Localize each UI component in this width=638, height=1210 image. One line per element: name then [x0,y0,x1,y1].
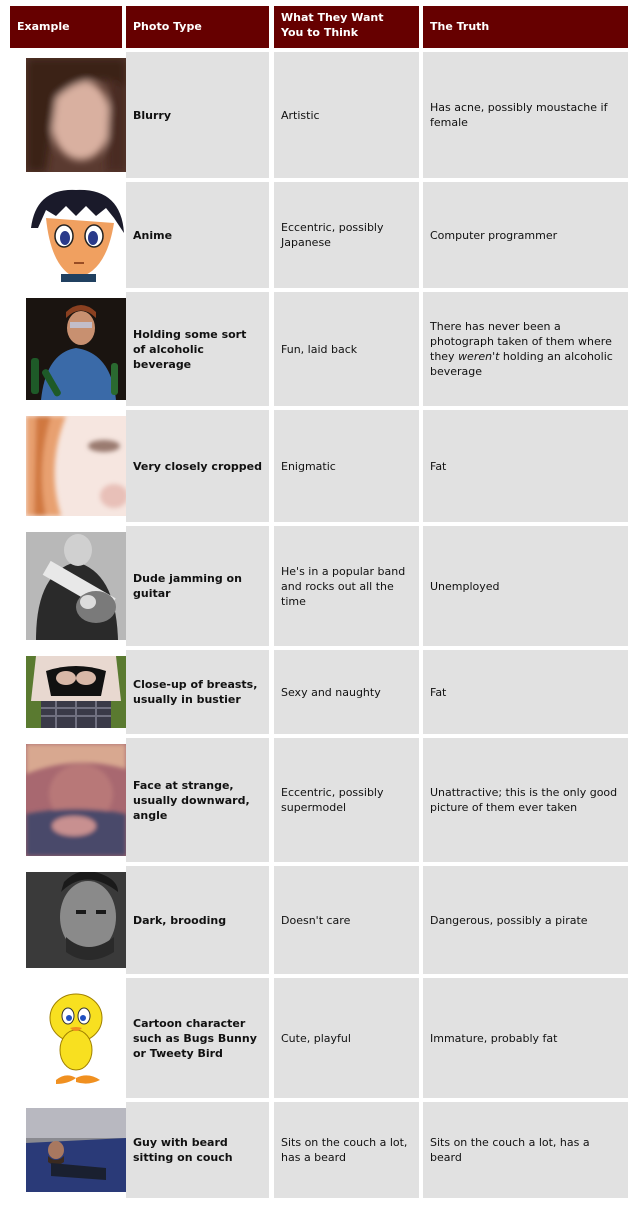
want-cell: Doesn't care [274,866,419,974]
want-cell: He's in a popular band and rocks out all the time [274,526,419,646]
table-row [0,410,638,522]
photo-type-cell: Close-up of breasts, usually in bustier [126,650,269,734]
example-cell [10,738,122,862]
table-row [0,866,638,974]
truth-cell: Has acne, possibly moustache if female [423,52,628,178]
photo-type-cell: Anime [126,182,269,288]
table-row [0,1102,638,1198]
want-cell: Sits on the couch a lot, has a beard [274,1102,419,1198]
anime-boy-photo [26,188,126,282]
table-row [0,650,638,734]
bearded-guy-couch-photo [26,1108,126,1192]
photo-type-cell: Blurry [126,52,269,178]
truth-cell: Unemployed [423,526,628,646]
header-what-they-want: What They Want You to Think [274,6,419,48]
photo-type-cell: Dark, brooding [126,866,269,974]
man-with-beer-bottles-photo [26,298,126,400]
header-the-truth: The Truth [423,6,628,48]
truth-cell: Sits on the couch a lot, has a beard [423,1102,628,1198]
photo-type-cell: Very closely cropped [126,410,269,522]
cropped-face-photo [26,416,126,516]
table-row [0,52,638,178]
table-row [0,978,638,1098]
truth-cell: Fat [423,650,628,734]
header-example: Example [10,6,122,48]
bustier-closeup-photo [26,656,126,728]
header-photo-type: Photo Type [126,6,269,48]
want-cell: Eccentric, possibly Japanese [274,182,419,288]
want-cell: Cute, playful [274,978,419,1098]
truth-cell: Computer programmer [423,182,628,288]
example-cell [10,52,122,178]
want-cell: Enigmatic [274,410,419,522]
guitar-player-photo [26,532,126,640]
truth-cell: Unattractive; this is the only good picture of them ever taken [423,738,628,862]
truth-cell: There has never been a photograph taken of them where they weren't holding an alcoholic beverage [423,292,628,406]
brooding-man-photo [26,872,126,968]
table-row [0,292,638,406]
photo-type-cell: Holding some sort of alcoholic beverage [126,292,269,406]
want-cell: Artistic [274,52,419,178]
want-cell: Fun, laid back [274,292,419,406]
table-row [0,182,638,288]
photo-type-cell: Dude jamming on guitar [126,526,269,646]
example-cell [10,866,122,974]
blurry-woman-photo [26,58,126,172]
example-cell [10,292,122,406]
photo-type-cell: Face at strange, usually downward, angle [126,738,269,862]
example-cell [10,526,122,646]
photo-type-cell: Guy with beard sitting on couch [126,1102,269,1198]
truth-cell: Dangerous, possibly a pirate [423,866,628,974]
want-cell: Sexy and naughty [274,650,419,734]
example-cell [10,410,122,522]
table-row [0,738,638,862]
example-cell [10,978,122,1098]
example-cell [10,1102,122,1198]
want-cell: Eccentric, possibly supermodel [274,738,419,862]
truth-cell: Immature, probably fat [423,978,628,1098]
example-cell [10,650,122,734]
photo-type-cell: Cartoon character such as Bugs Bunny or Tweety Bird [126,978,269,1098]
example-cell [10,182,122,288]
tweety-bird-cartoon [26,988,126,1088]
truth-cell: Fat [423,410,628,522]
table-row [0,526,638,646]
downward-angle-face-photo [26,744,126,856]
